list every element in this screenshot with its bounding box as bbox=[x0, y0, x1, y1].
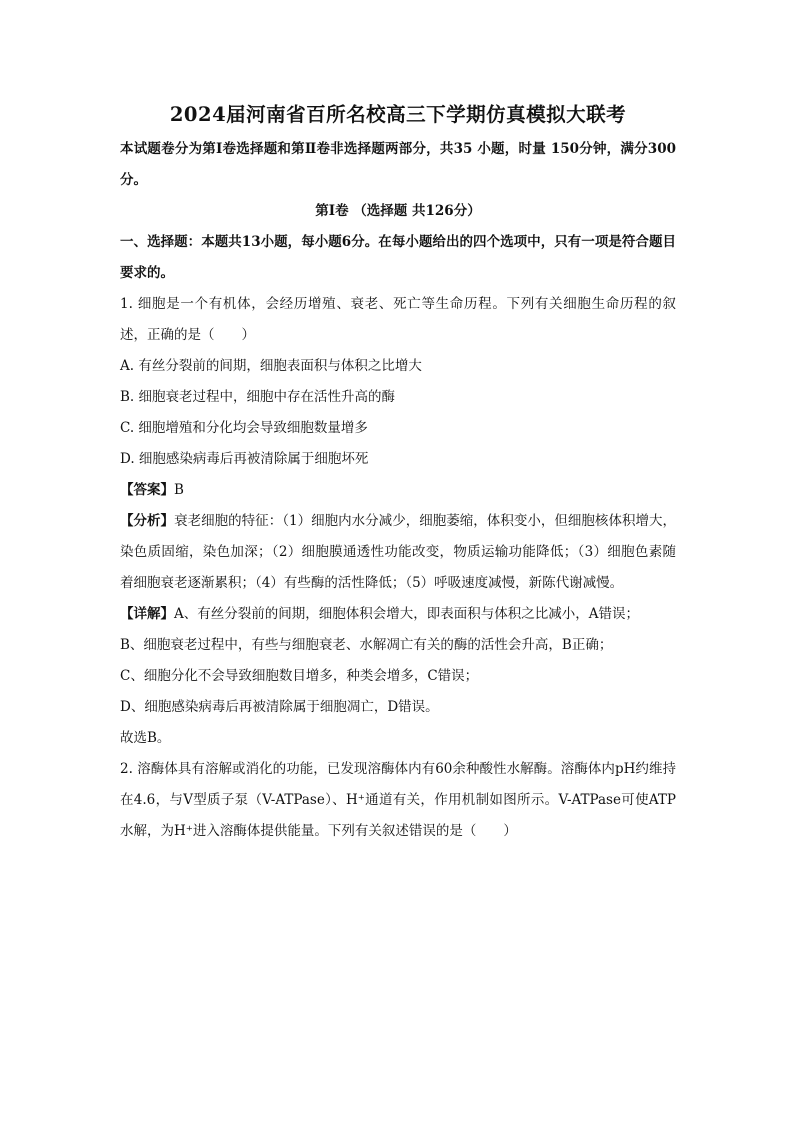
analysis-label: 【分析】 bbox=[120, 513, 175, 529]
question-2 bbox=[120, 754, 676, 847]
question-1-conclusion: 故选B。 bbox=[120, 730, 171, 746]
analysis-text: 衰老细胞的特征：（1）细胞内水分减少，细胞萎缩，体积变小，但细胞核体积增大，染色质固缩，染色加深；（2）细胞膜通透性功能改变，物质运输功能降低；（3）细胞色素随着细胞衰老逐渐累积；（4）有些酶的活性降低；（5）呼吸速度减慢，新陈代谢减慢。 bbox=[120, 513, 677, 591]
question-1-analysis bbox=[120, 506, 676, 599]
detail-line: A、有丝分裂前的间期，细胞体积会增大，即表面积与体积之比减小，A错误； bbox=[174, 606, 639, 622]
question-1-option-c: C. 细胞增殖和分化均会导致细胞数量增多 bbox=[120, 420, 368, 436]
question-1-stem: 1. 细胞是一个有机体，会经历增殖、衰老、死亡等生命历程。下列有关细胞生命历程的叙述，正确的是（ ） bbox=[120, 296, 676, 343]
answer-label: 【答案】 bbox=[120, 482, 174, 498]
detail-label: 【详解】 bbox=[120, 606, 174, 622]
question-1-detail-c: C、细胞分化不会导致细胞数目增多，种类会增多，C错误； bbox=[120, 668, 479, 684]
question-1-option-a: A. 有丝分裂前的间期，细胞表面积与体积之比增大 bbox=[120, 358, 422, 374]
answer-value: B bbox=[174, 482, 184, 498]
question-1 bbox=[120, 289, 676, 754]
question-1-answer bbox=[120, 475, 676, 506]
question-1-option-d: D. 细胞感染病毒后再被清除属于细胞坏死 bbox=[120, 451, 369, 467]
page-title: 2024届河南省百所名校高三下学期仿真模拟大联考 bbox=[169, 103, 627, 126]
section-heading: 一、选择题：本题共13小题，每小题6分。在每小题给出的四个选项中，只有一项是符合题目要求的。 bbox=[120, 234, 676, 281]
page-content bbox=[120, 100, 676, 847]
question-1-option-b: B. 细胞衰老过程中，细胞中存在活性升高的酶 bbox=[120, 389, 396, 405]
exam-intro: 本试题卷分为第Ⅰ卷选择题和第Ⅱ卷非选择题两部分，共35 小题，时量 150分钟，满分300分。 bbox=[120, 141, 676, 188]
part-heading: 第Ⅰ卷 （选择题 共126分） bbox=[315, 203, 481, 219]
question-1-detail-d: D、细胞感染病毒后再被清除属于细胞凋亡，D错误。 bbox=[120, 699, 439, 715]
question-1-detail-b: B、细胞衰老过程中，有些与细胞衰老、水解凋亡有关的酶的活性会升高，B正确； bbox=[120, 637, 613, 653]
question-2-stem: 2. 溶酶体具有溶解或消化的功能，已发现溶酶体内有60余种酸性水解酶。溶酶体内pH约维持在4.6，与V型质子泵（V-ATPase）、H⁺通道有关，作用机制如图所示。V-ATPase可使ATP水解，为H⁺进入溶酶体提供能量。下列有关叙述错误的是（ ） bbox=[120, 761, 676, 839]
question-1-detail-a bbox=[120, 599, 676, 630]
